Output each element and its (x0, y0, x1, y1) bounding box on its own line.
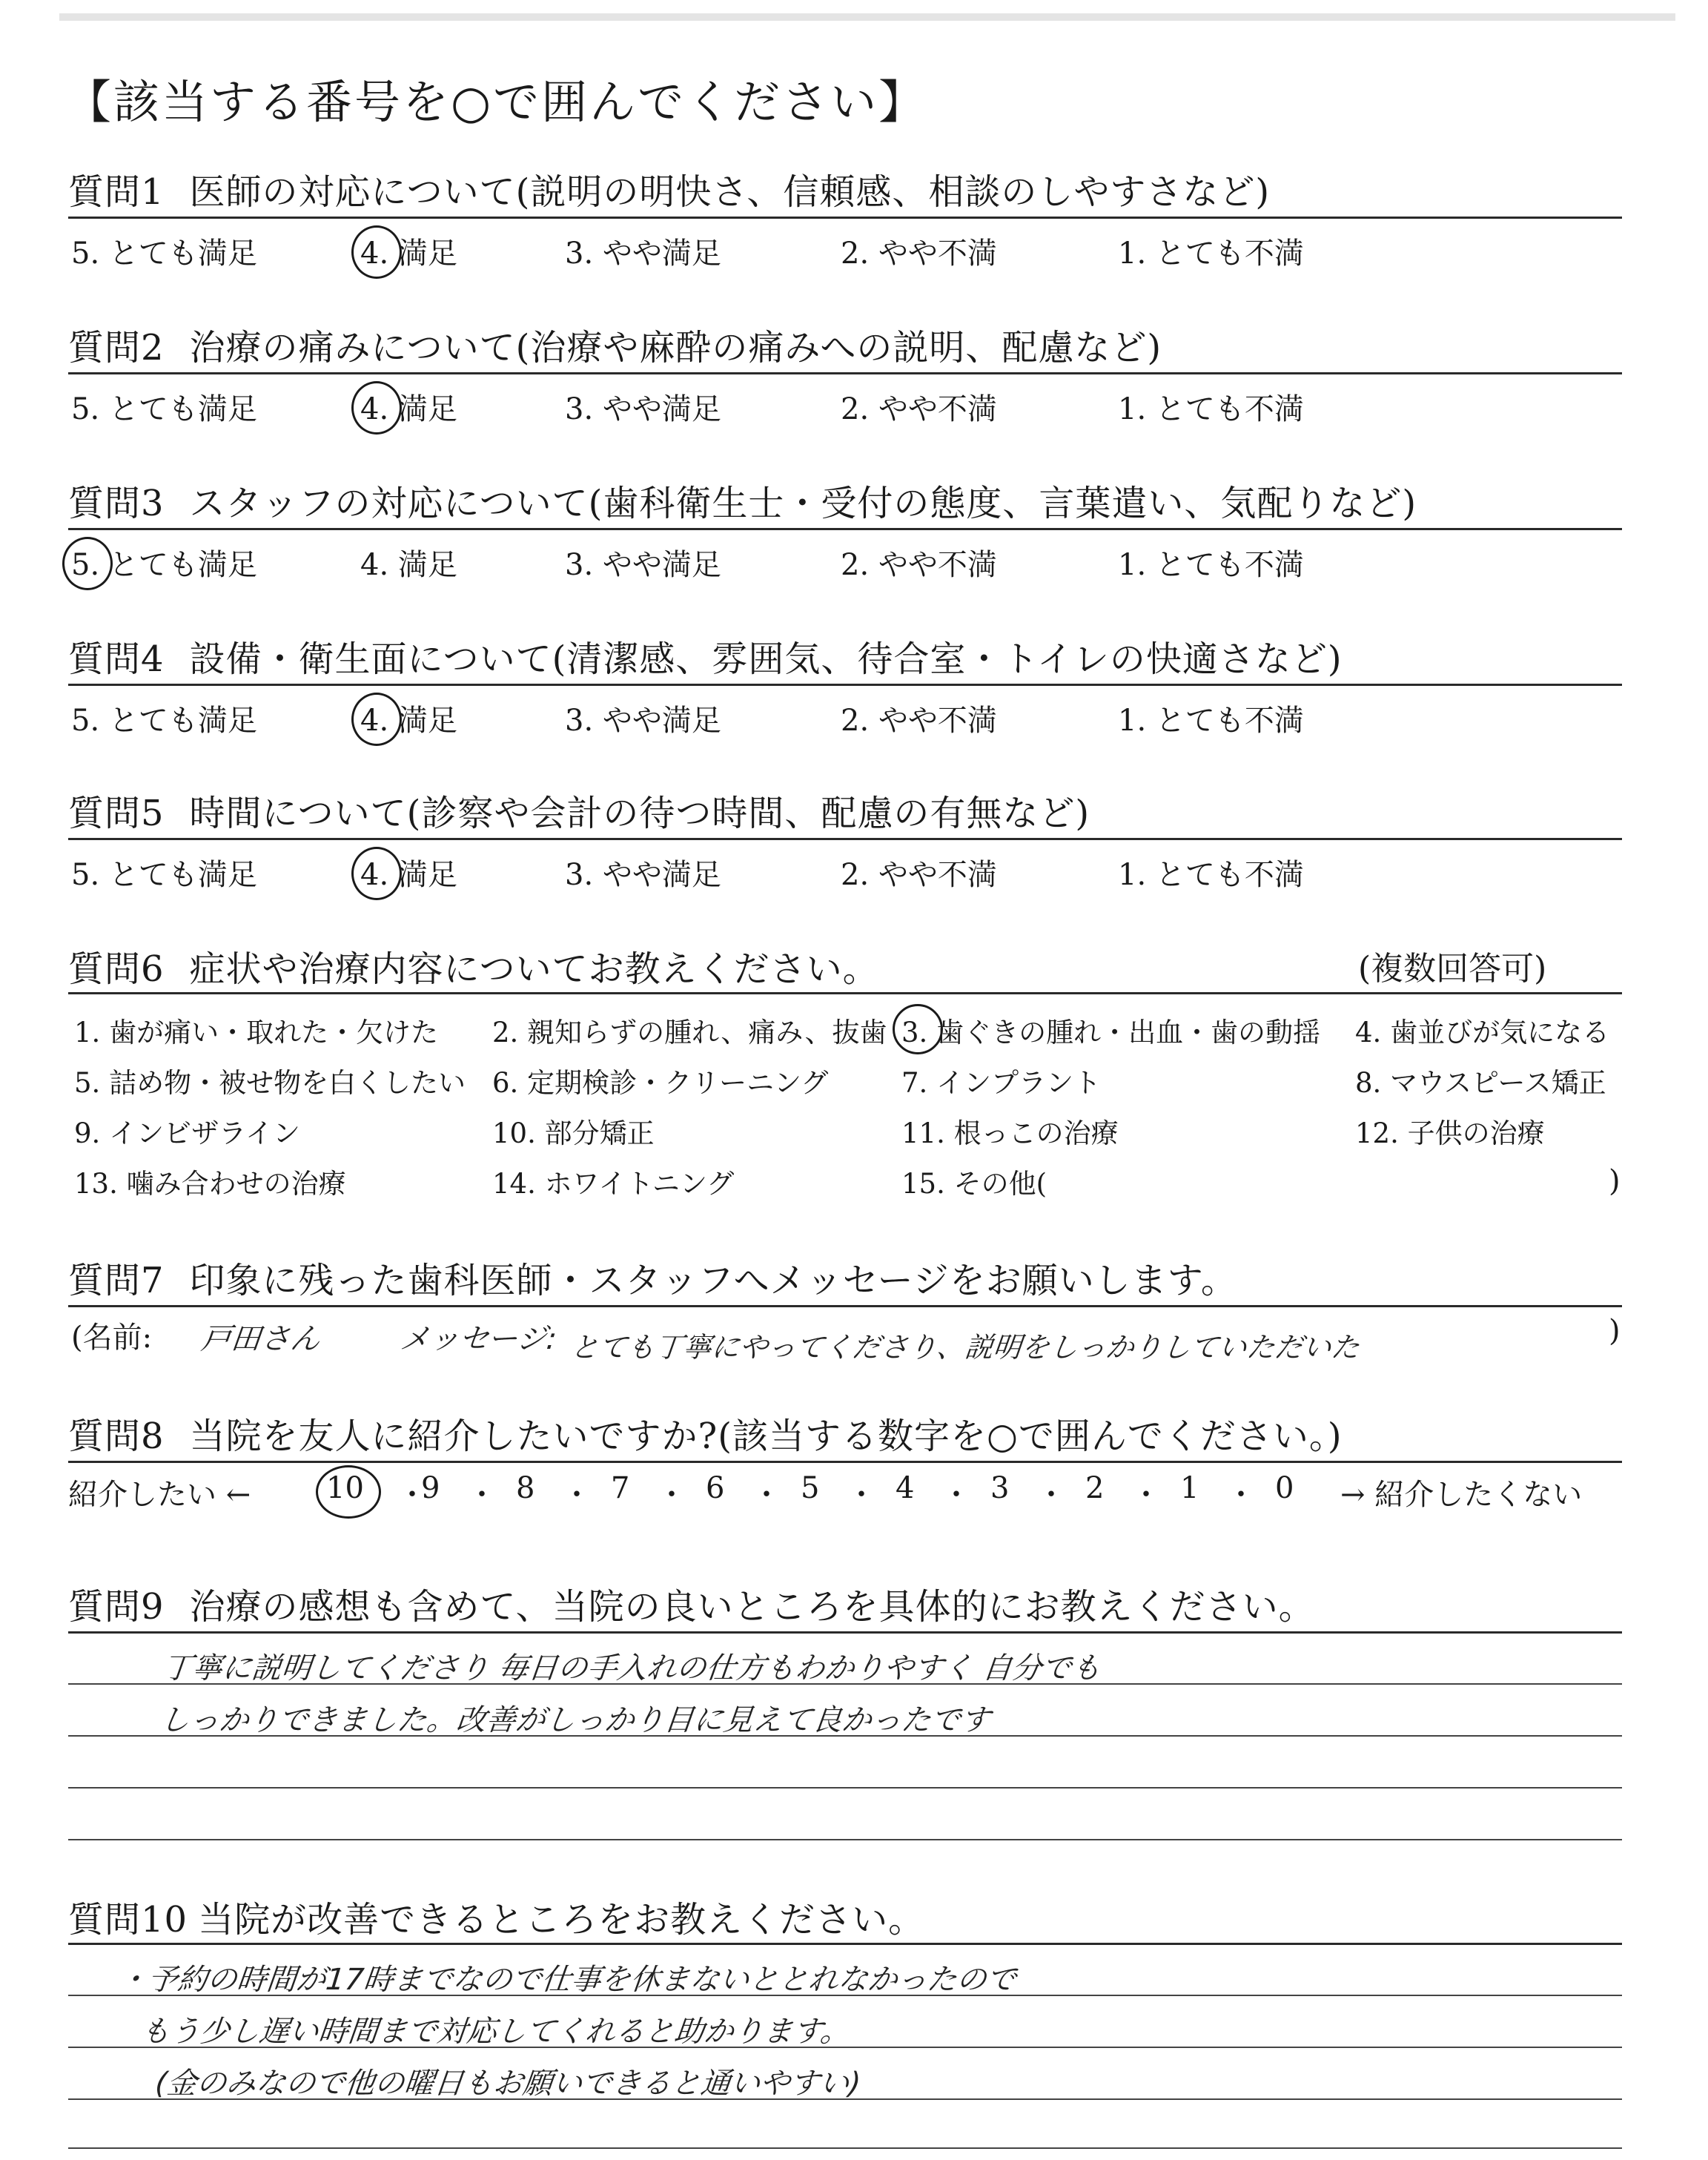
question-text: 治療の痛みについて(治療や麻酔の痛みへの説明、配慮など) (189, 327, 1162, 369)
rating-option[interactable]: 4. 満足 (360, 237, 457, 271)
question-number: 質問3 (68, 483, 165, 524)
symptom-option[interactable]: 13. 噛み合わせの治療 (74, 1168, 346, 1200)
symptom-option[interactable]: 4. 歯並びが気になる (1355, 1017, 1610, 1048)
symptom-option[interactable]: 8. マウスピース矯正 (1355, 1067, 1606, 1099)
question-7-rule (68, 1305, 1622, 1307)
other-close-paren: ) (1609, 1164, 1621, 1198)
rating-option[interactable]: 2. やや不満 (841, 237, 997, 271)
name-label: (名前: (71, 1321, 153, 1355)
symptom-option[interactable]: 12. 子供の治療 (1355, 1117, 1545, 1149)
message-label: メッセージ: (398, 1322, 559, 1356)
question-3-rule (68, 528, 1622, 530)
question-2-title (68, 319, 1162, 370)
recommend-score[interactable]: 4 (896, 1471, 915, 1505)
question-1-rule (68, 217, 1622, 219)
question-text: 印象に残った歯科医師・スタッフへメッセージをお願いします。 (189, 1260, 1237, 1301)
rating-option[interactable]: 1. とても不満 (1118, 392, 1304, 426)
recommend-score[interactable]: 10 (326, 1471, 364, 1505)
rating-option[interactable]: 1. とても不満 (1118, 237, 1304, 271)
scale-separator: ・ (941, 1478, 971, 1512)
scale-separator: ・ (752, 1478, 781, 1512)
question-text: 設備・衛生面について(清潔感、雰囲気、待合室・トイレの快適さなど) (189, 638, 1343, 680)
rating-option[interactable]: 4. 満足 (360, 858, 457, 892)
rating-option[interactable]: 5. とても満足 (71, 858, 257, 892)
answer-line (68, 1787, 1622, 1789)
name-value[interactable]: 戸田さん (199, 1322, 322, 1356)
question-text: 医師の対応について(説明の明快さ、信頼感、相談のしやすさなど) (189, 171, 1271, 213)
recommend-score[interactable]: 8 (516, 1471, 535, 1505)
answer-circle-mark (351, 225, 402, 279)
symptom-option[interactable]: 1. 歯が痛い・取れた・欠けた (74, 1017, 439, 1048)
question-3-title (68, 475, 1417, 526)
scale-separator: ・ (1036, 1478, 1066, 1512)
question-number: 質問4 (68, 638, 165, 680)
q9-answer-line-1[interactable]: 丁寧に説明してくださり 毎日の手入れの仕方もわかりやすく 自分でも (161, 1651, 1103, 1685)
top-scan-band (59, 13, 1675, 21)
scale-separator: ・ (467, 1478, 497, 1512)
question-8-title (68, 1407, 1343, 1459)
scale-separator: ・ (1226, 1478, 1256, 1512)
question-6-rule (68, 992, 1622, 994)
rating-option[interactable]: 3. やや満足 (565, 548, 721, 582)
rating-option[interactable]: 5. とても満足 (71, 704, 257, 738)
rating-option[interactable]: 5. とても満足 (71, 237, 257, 271)
question-5-rule (68, 838, 1622, 840)
question-9-title (68, 1578, 1315, 1629)
question-4-title (68, 630, 1343, 681)
question-number: 質問5 (68, 793, 165, 834)
symptom-option[interactable]: 14. ホワイトニング (492, 1168, 735, 1200)
message-close-paren: ) (1609, 1314, 1621, 1348)
symptom-option[interactable]: 3. 歯ぐきの腫れ・出血・歯の動揺 (901, 1017, 1321, 1048)
rating-option[interactable]: 1. とても不満 (1118, 858, 1304, 892)
q10-answer-line-2[interactable]: もう少し遅い時間まで対応してくれると助かります。 (139, 2015, 852, 2049)
answer-circle-mark (62, 537, 113, 590)
answer-line (68, 2147, 1622, 2149)
rating-option[interactable]: 4. 満足 (360, 392, 457, 426)
rating-option[interactable]: 3. やや満足 (565, 858, 721, 892)
recommend-score[interactable]: 9 (421, 1471, 440, 1505)
rating-option[interactable]: 2. やや不満 (841, 548, 997, 582)
q9-answer-line-2[interactable]: しっかりできました。改善がしっかり目に見えて良かったです (158, 1703, 993, 1737)
recommend-score[interactable]: 3 (990, 1471, 1010, 1505)
scale-separator: ・ (562, 1478, 592, 1512)
rating-option[interactable]: 3. やや満足 (565, 392, 721, 426)
q10-answer-line-3[interactable]: (金のみなので他の曜日もお願いできると通いやすい) (153, 2067, 863, 2101)
recommend-score[interactable]: 5 (801, 1471, 820, 1505)
symptom-option[interactable]: 11. 根っこの治療 (901, 1117, 1119, 1149)
question-number: 質問1 (68, 171, 165, 213)
answer-circle-mark (893, 1004, 943, 1054)
rating-option[interactable]: 2. やや不満 (841, 392, 997, 426)
recommend-score[interactable]: 2 (1085, 1471, 1105, 1505)
rating-option[interactable]: 4. 満足 (360, 548, 457, 582)
answer-line (68, 1839, 1622, 1840)
question-number: 質問7 (68, 1260, 165, 1301)
question-text: スタッフの対応について(歯科衛生士・受付の態度、言葉遣い、気配りなど) (189, 483, 1417, 524)
question-10-title (68, 1891, 924, 1942)
question-number: 質問2 (68, 327, 165, 369)
rating-option[interactable]: 2. やや不満 (841, 704, 997, 738)
question-number: 質問9 (68, 1586, 165, 1628)
rating-option[interactable]: 3. やや満足 (565, 704, 721, 738)
question-text: 当院を友人に紹介したいですか?(該当する数字を○で囲んでください。) (189, 1416, 1343, 1457)
symptom-option[interactable]: 2. 親知らずの腫れ、痛み、抜歯 (492, 1017, 887, 1048)
symptom-option[interactable]: 10. 部分矯正 (492, 1117, 655, 1149)
rating-option[interactable]: 1. とても不満 (1118, 548, 1304, 582)
answer-circle-mark (351, 847, 402, 900)
question-5-title (68, 785, 1090, 836)
rating-option[interactable]: 5. とても満足 (71, 392, 257, 426)
answer-circle-mark (316, 1465, 381, 1519)
question-number: 質問10 (68, 1899, 188, 1941)
question-8-rule (68, 1461, 1622, 1463)
rating-option[interactable]: 4. 満足 (360, 704, 457, 738)
symptom-option[interactable]: 6. 定期検診・クリーニング (492, 1067, 829, 1099)
question-9-rule (68, 1631, 1622, 1634)
answer-circle-mark (351, 693, 402, 746)
recommend-score[interactable]: 1 (1180, 1471, 1199, 1505)
question-1-title (68, 163, 1270, 214)
symptom-option[interactable]: 15. その他( (901, 1168, 1047, 1200)
answer-circle-mark (351, 381, 402, 435)
symptom-option[interactable]: 9. インビザライン (74, 1117, 300, 1149)
rating-option[interactable]: 1. とても不満 (1118, 704, 1304, 738)
rating-option[interactable]: 2. やや不満 (841, 858, 997, 892)
rating-option[interactable]: 5. とても満足 (71, 548, 257, 582)
symptom-option[interactable]: 5. 詰め物・被せ物を白くしたい (74, 1067, 466, 1099)
message-value[interactable]: とても丁寧にやってくださり、説明をしっかりしていただいた (569, 1331, 1361, 1364)
question-6-title (68, 940, 879, 991)
scale-separator: ・ (657, 1478, 686, 1512)
question-number: 質問8 (68, 1416, 165, 1457)
question-text: 症状や治療内容についてお教えください。 (189, 948, 879, 990)
rating-option[interactable]: 3. やや満足 (565, 237, 721, 271)
question-10-rule (68, 1943, 1622, 1945)
symptom-option[interactable]: 7. インプラント (901, 1067, 1102, 1099)
recommend-right-label: → 紹介したくない (1340, 1478, 1583, 1512)
question-text: 時間について(診察や会計の待つ時間、配慮の有無など) (189, 793, 1090, 834)
question-number: 質問6 (68, 948, 165, 990)
recommend-score[interactable]: 7 (611, 1471, 630, 1505)
question-text: 治療の感想も含めて、当院の良いところを具体的にお教えください。 (189, 1586, 1315, 1628)
recommend-score[interactable]: 6 (706, 1471, 725, 1505)
q10-answer-line-1[interactable]: ・予約の時間が17時までなので仕事を休まないととれなかったので (116, 1963, 1018, 1997)
instruction-header: 【該当する番号を○で囲んでください】 (65, 75, 927, 129)
scale-separator: ・ (847, 1478, 876, 1512)
scale-separator: ・ (397, 1478, 427, 1512)
question-4-rule (68, 684, 1622, 686)
recommend-left-label: 紹介したい ← (68, 1478, 251, 1512)
multiple-answers-note: (複数回答可) (1358, 950, 1547, 988)
recommend-score[interactable]: 0 (1275, 1471, 1294, 1505)
question-text: 当院が改善できるところをお教えください。 (198, 1899, 925, 1941)
question-2-rule (68, 372, 1622, 374)
question-7-title (68, 1252, 1237, 1303)
scale-separator: ・ (1131, 1478, 1161, 1512)
